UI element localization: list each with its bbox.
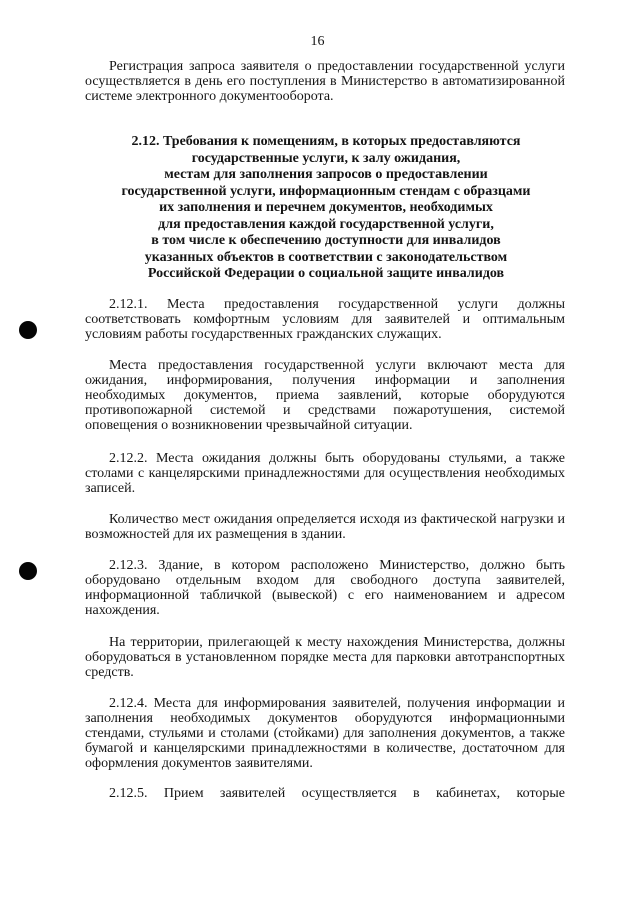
intro-paragraph: Регистрация запроса заявителя о предоставлении государственной услуги осуществляется в день его поступления в Министерство в автоматизированной системе электронного документооборота. — [85, 59, 565, 104]
punch-hole-top — [19, 321, 37, 339]
paragraph-2-12-1: 2.12.1. Места предоставления государственной услуги должны соответствовать комфортным условиям для заявителей и оптимальным условиям работы государственных гражданских служащих. — [85, 297, 565, 342]
section-heading-line: Российской Федерации о социальной защите инвалидов — [147, 266, 505, 281]
paragraph-parking: На территории, прилегающей к месту нахождения Министерства, должны оборудоваться в установленном порядке места для парковки автотранспортных средств. — [85, 635, 565, 680]
paragraph-2-12-3: 2.12.3. Здание, в котором расположено Министерство, должно быть оборудовано отдельным входом для свободного доступа заявителей, информационной табличкой (вывеской) с его наименованием и адресом нахождения. — [85, 558, 565, 618]
section-heading-line: для предоставления каждой государственной услуги, — [158, 216, 494, 232]
section-heading-line: государственной услуги, информационным стендам с образцами — [121, 183, 531, 199]
paragraph-2-12-5: 2.12.5. Прием заявителей осуществляется в кабинетах, которые — [109, 786, 565, 801]
paragraph-2-12-4: 2.12.4. Места для информирования заявителей, получения информации и заполнения необходимых документов оборудуются информационными стендами, стульями и столами (стойками) для заполнения документов, а также бумагой и канцелярскими принадлежностями в количестве, достаточном для оформления документов заявителями. — [85, 696, 565, 771]
section-heading-line: государственные услуги, к залу ожидания, — [191, 150, 461, 166]
page-number: 16 — [310, 34, 325, 49]
section-heading-line: указанных объектов в соответствии с законодательством — [144, 249, 508, 265]
paragraph-places-description: Места предоставления государственной услуги включают места для ожидания, информирования, получения информации и заполнения необходимых документов, приема заявлений, которые оборудуются противопожарной системой и средствами пожаротушения, системой оповещения о возникновении чрезвычайной ситуации. — [85, 358, 565, 433]
section-heading — [100, 134, 552, 283]
paragraph-waiting-count: Количество мест ожидания определяется исходя из фактической нагрузки и возможностей для их размещения в здании. — [85, 512, 565, 542]
section-heading-line: в том числе к обеспечению доступности для инвалидов — [151, 233, 501, 248]
section-heading-line: местам для заполнения запросов о предоставлении — [164, 167, 488, 182]
section-heading-line: их заполнения и перечнем документов, необходимых — [159, 200, 493, 215]
punch-hole-bottom — [19, 562, 37, 580]
paragraph-2-12-2: 2.12.2. Места ожидания должны быть оборудованы стульями, а также столами с канцелярскими принадлежностями для осуществления необходимых записей. — [85, 451, 565, 496]
section-heading-line: 2.12. Требования к помещениям, в которых предоставляются — [131, 134, 521, 149]
